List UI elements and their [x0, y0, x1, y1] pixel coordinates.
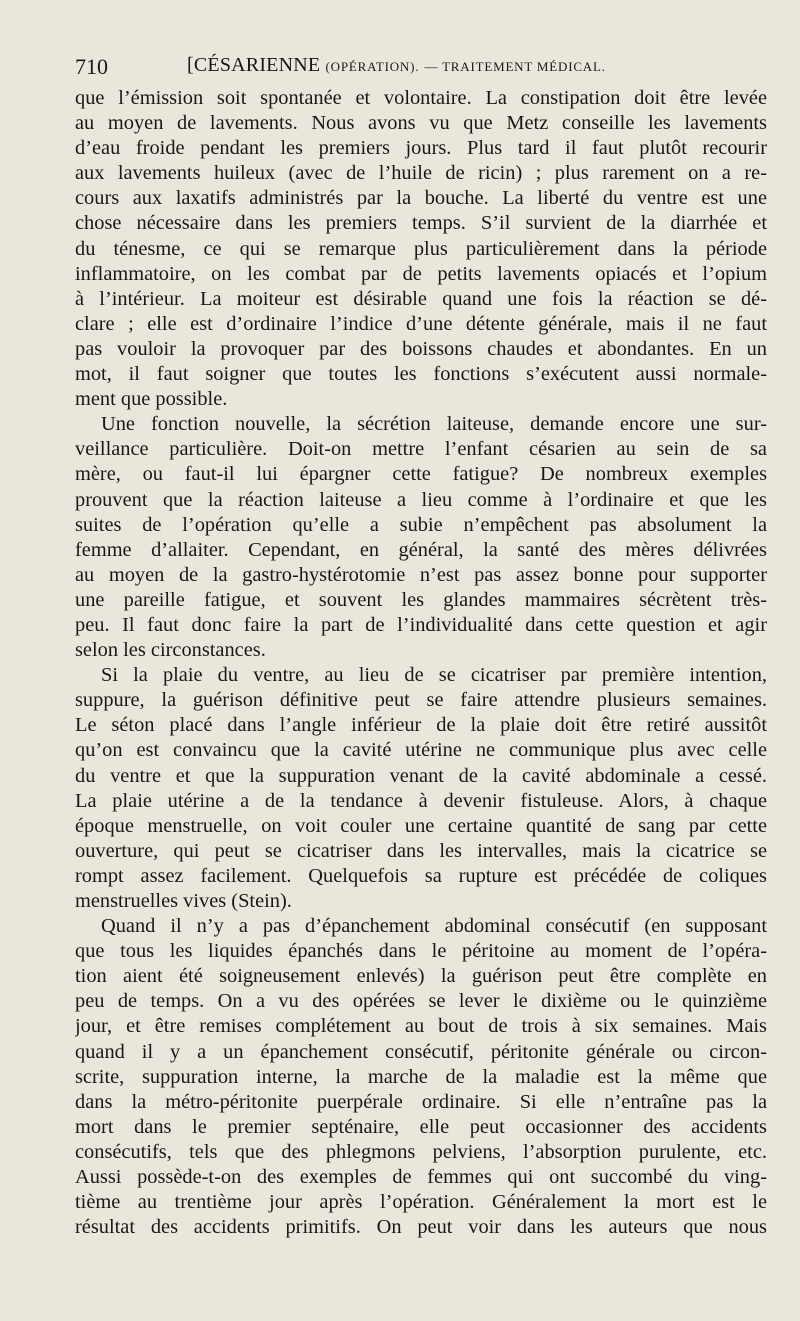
paragraph: [75, 914, 767, 1240]
running-title-main: [CÉSARIENNE: [187, 54, 321, 76]
text-line: prouvent que la réaction laiteuse a lieu comme à l’ordinaire et que les: [75, 488, 767, 511]
text-line: Si la plaie du ventre, au lieu de se cicatriser par première intention,: [101, 664, 767, 687]
text-line: La plaie utérine a de la tendance à devenir fistuleuse. Alors, à chaque: [75, 789, 767, 812]
text-line: d’eau froide pendant les premiers jours. Plus tard il faut plutôt recourir: [75, 137, 767, 160]
text-line: ment que possible.: [75, 388, 228, 411]
text-line: mot, il faut soigner que toutes les fonctions s’exécutent aussi normale-: [75, 363, 767, 386]
text-line: consécutifs, tels que des phlegmons pelviens, l’absorption purulente, etc.: [75, 1140, 767, 1163]
text-line: peu de temps. On a vu des opérées se lever le dixième ou le quinzième: [75, 990, 767, 1013]
text-line: pas vouloir la provoquer par des boissons chaudes et abondantes. En un: [75, 337, 767, 360]
running-header: [75, 54, 765, 84]
text-line: Aussi possède-t-on des exemples de femmes qui ont succombé du ving-: [75, 1166, 767, 1189]
text-line: veillance particulière. Doit-on mettre l’enfant césarien au sein de sa: [75, 438, 767, 461]
text-line: scrite, suppuration interne, la marche de la maladie est la même que: [75, 1065, 767, 1088]
text-line: chose nécessaire dans les premiers temps. S’il survient de la diarrhée et: [75, 212, 767, 235]
text-line: dans la métro-péritonite puerpérale ordinaire. Si elle n’entraîne pas la: [75, 1090, 767, 1113]
text-line: jour, et être remises complétement au bout de trois à six semaines. Mais: [75, 1015, 767, 1038]
text-line: tion aient été soigneusement enlevés) la guérison peut être complète en: [75, 965, 767, 988]
text-line: mort dans le premier septénaire, elle peut occasionner des accidents: [75, 1115, 767, 1138]
text-line: suppure, la guérison définitive peut se faire attendre plusieurs semaines.: [75, 689, 767, 712]
body-text: [75, 86, 767, 1240]
text-line: suites de l’opération qu’elle a subie n’empêchent pas absolument la: [75, 513, 767, 536]
text-line: clare ; elle est d’ordinaire l’indice d’une détente générale, mais il ne faut: [75, 312, 767, 335]
paragraph: [75, 86, 767, 412]
text-line: tième au trentième jour après l’opération. Généralement la mort est le: [75, 1191, 767, 1214]
text-line: Une fonction nouvelle, la sécrétion laiteuse, demande encore une sur-: [101, 413, 767, 436]
paragraph: [75, 663, 767, 914]
text-line: rompt assez facilement. Quelquefois sa rupture est précédée de coliques: [75, 864, 767, 887]
text-line: du ventre et que la suppuration venant de la cavité abdominale a cessé.: [75, 764, 767, 787]
text-line: époque menstruelle, on voit couler une certaine quantité de sang par cette: [75, 814, 767, 837]
text-line: inflammatoire, on les combat par de petits lavements opiacés et l’opium: [75, 262, 767, 285]
text-line: peu. Il faut donc faire la part de l’individualité dans cette question et agir: [75, 613, 767, 636]
paragraph: [75, 412, 767, 663]
text-line: menstruelles vives (Stein).: [75, 890, 292, 912]
text-line: du ténesme, ce qui se remarque plus particulièrement dans la période: [75, 237, 767, 260]
running-title-rest: — TRAITEMENT MÉDICAL.: [424, 59, 606, 74]
running-title-paren: (OPÉRATION).: [325, 59, 420, 74]
text-line: au moyen de lavements. Nous avons vu que Metz conseille les lavements: [75, 112, 767, 135]
text-line: résultat des accidents primitifs. On peut voir dans les auteurs que nous: [75, 1216, 767, 1239]
text-line: aux lavements huileux (avec de l’huile de ricin) ; plus rarement on a re-: [75, 162, 767, 185]
text-line: mère, ou faut-il lui épargner cette fatigue? De nombreux exemples: [75, 463, 767, 486]
text-line: Quand il n’y a pas d’épanchement abdominal consécutif (en supposant: [101, 915, 767, 938]
text-line: qu’on est convaincu que la cavité utérine ne communique plus avec celle: [75, 739, 767, 762]
running-title: [187, 54, 606, 77]
text-line: au moyen de la gastro-hystérotomie n’est pas assez bonne pour supporter: [75, 563, 767, 586]
text-line: femme d’allaiter. Cependant, en général, la santé des mères délivrées: [75, 538, 767, 561]
text-line: que l’émission soit spontanée et volontaire. La constipation doit être levée: [75, 87, 767, 109]
text-line: cours aux laxatifs administrés par la bouche. La liberté du ventre est une: [75, 187, 767, 210]
text-line: quand il y a un épanchement consécutif, péritonite générale ou circon-: [75, 1040, 767, 1063]
text-line: à l’intérieur. La moiteur est désirable quand une fois la réaction se dé-: [75, 287, 767, 310]
text-line: Le séton placé dans l’angle inférieur de la plaie doit être retiré aussitôt: [75, 714, 767, 737]
text-line: que tous les liquides épanchés dans le péritoine au moment de l’opéra-: [75, 940, 767, 963]
text-line: une pareille fatigue, et souvent les glandes mammaires sécrètent très-: [75, 588, 767, 611]
page-number: 710: [75, 54, 108, 79]
text-line: ouverture, qui peut se cicatriser dans les intervalles, mais la cicatrice se: [75, 839, 767, 862]
text-line: selon les circonstances.: [75, 639, 266, 662]
